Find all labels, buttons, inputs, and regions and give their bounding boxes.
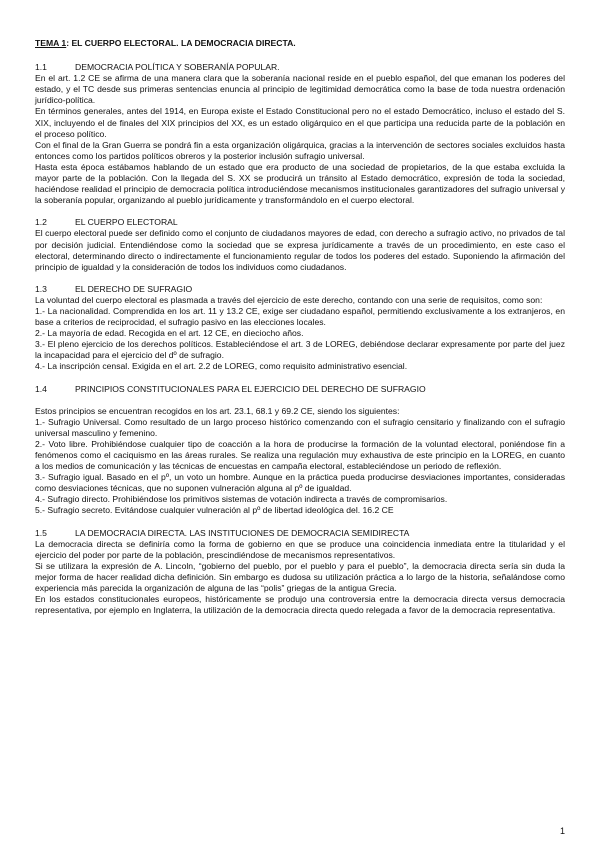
title-prefix: TEMA 1 (35, 38, 67, 48)
section (35, 62, 565, 206)
section-heading (35, 284, 565, 295)
section-heading-text: LA DEMOCRACIA DIRECTA. LAS INSTITUCIONES DE DEMOCRACIA SEMIDIRECTA (75, 527, 410, 538)
page-number: 1 (559, 826, 565, 836)
spacer (35, 395, 565, 406)
section-heading (35, 384, 565, 395)
paragraph: La voluntad del cuerpo electoral es plasmada a través del ejercicio de este derecho, contando con una serie de requisitos, como son: (35, 294, 543, 305)
paragraph: 3.- El pleno ejercicio de los derechos políticos. Estableciéndose el art. 3 de LOREG, debiéndose declarar expresamente por parte del juez la incapacidad para el ejercicio del dº de sufragio. (35, 339, 565, 361)
section-number: 1.1 (35, 62, 47, 73)
paragraph: El cuerpo electoral puede ser definido como el conjunto de ciudadanos mayores de edad, con derecho a sufragio activo, no privados de tal por decisión judicial. Entendiéndose como la sociedad que se expresa jurídicamente a través de un procedimiento, en este caso el electoral, determinando directo o indirectamente el funcionamiento regular de todos los poderes del estado. Suponiendo la afirmación del principio de igualdad y la consideración de todos los individuos como ciudadanos. (35, 228, 565, 272)
paragraph: La democracia directa se definiría como la forma de gobierno en que se produce una coincidencia inmediata entre la titularidad y el ejercicio del poder por parte de la población, prescindiéndose de mecanismos representativos. (35, 538, 565, 560)
paragraph: Con el final de la Gran Guerra se pondrá fin a esta organización oligárquica, gracias a la intervención de sectores sociales excluidos hasta entonces como los partidos políticos obreros y la posterior inclusión sufragio universal. (35, 139, 565, 161)
paragraph: Estos principios se encuentran recogidos en los art. 23.1, 68.1 y 69.2 CE, siendo los siguientes: (35, 405, 400, 416)
section-number: 1.3 (35, 283, 47, 294)
section-heading-text: PRINCIPIOS CONSTITUCIONALES PARA EL EJERCICIO DEL DERECHO DE SUFRAGIO (75, 383, 426, 394)
sections-container (35, 62, 565, 616)
section-heading-text: DEMOCRACIA POLÍTICA Y SOBERANÍA POPULAR. (75, 62, 280, 73)
section-heading-text: EL DERECHO DE SUFRAGIO (75, 283, 193, 294)
paragraph: 2.- La mayoría de edad. Recogida en el art. 12 CE, en dieciocho años. (35, 328, 304, 339)
section-heading (35, 528, 565, 539)
paragraph: 1.- La nacionalidad. Comprendida en los art. 11 y 13.2 CE, exige ser ciudadano español, permitiendo exclusivamente a los extranjeros, en base a criterios de reciprocidad, el sufragio pasivo en las elecciones locales. (35, 305, 565, 328)
section (35, 528, 565, 617)
paragraph: Hasta esta época estábamos hablando de un estado que era producto de una sociedad de propietarios, de la que estaba excluida la mayor parte de la población. Con la llegada del S. XX se producirá un tránsito al Estado democrático, expresión de toda la sociedad, haciéndose realidad el principio de democracia política introduciéndose mecanismos institucionales garantizadores del sufragio universal y la soberanía popular, organizando al pueblo jurídicamente y transformándolo en el cuerpo electoral. (35, 161, 565, 206)
paragraph: En términos generales, antes del 1914, en Europa existe el Estado Constitucional pero no el estado Democrático, incluso el estado del S. XIX, incluyendo el de finales del XIX principios del XX, es un estado oligárquico en el que participa una reducida parte de la población en el proceso político. (35, 106, 565, 139)
section-heading (35, 217, 565, 228)
title-rest: : EL CUERPO ELECTORAL. LA DEMOCRACIA DIRECTA. (66, 38, 296, 48)
paragraph: 2.- Voto libre. Prohibiéndose cualquier tipo de coacción a la hora de producirse la formación de la voluntad electoral, poniéndose fin a fenómenos como el caciquismo en las áreas rurales. Se realiza una regulación muy exhaustiva de este principio en la LOREG, en cuanto a los medios de comunicación y las técnicas de encuestas en campaña electoral, estableciéndose un periodo de reflexión. (35, 438, 565, 472)
paragraph: En el art. 1.2 CE se afirma de una manera clara que la soberanía nacional reside en el pueblo español, del que emanan los poderes del estado, y el TC desde sus primeras sentencias enuncia al principio de legitimidad democrática como la base de toda nuestra ordenación jurídico-política. (35, 73, 565, 106)
section-heading-text: EL CUERPO ELECTORAL (75, 217, 178, 228)
paragraph: 1.- Sufragio Universal. Como resultado de un largo proceso histórico comenzando con el sufragio censitario y finalizando con el sufragio universal masculino y femenino. (35, 416, 565, 438)
paragraph: 5.- Sufragio secreto. Evitándose cualquier vulneración al pº de libertad ideológica del. 16.2 CE (35, 505, 394, 516)
section-number: 1.2 (35, 217, 47, 228)
section (35, 284, 565, 373)
section (35, 384, 565, 517)
paragraph: 3.- Sufragio igual. Basado en el pº, un voto un hombre. Aunque en la práctica pueda producirse desviaciones importantes, consideradas como desviaciones técnicas, que no suponen vulneración alguna al pº de igualdad. (35, 472, 565, 494)
paragraph: 4.- La inscripción censal. Exigida en el art. 2.2 de LOREG, como requisito administrativo esencial. (35, 361, 408, 372)
section (35, 217, 565, 272)
section-number: 1.5 (35, 527, 47, 538)
document-title (35, 38, 565, 49)
section-number: 1.4 (35, 383, 47, 394)
paragraph: 4.- Sufragio directo. Prohibiéndose los primitivos sistemas de votación indirecta a través de compromisarios. (35, 494, 448, 505)
section-heading (35, 62, 565, 73)
paragraph: Si se utilizara la expresión de A. Lincoln, “gobierno del pueblo, por el pueblo y para el pueblo”, la democracia directa sería sin duda la mejor forma de hacer realidad dicha definición. Sin embargo es dudosa su utilización práctica a lo largo de la historia, señalándose como experiencia más parecida la organización de alguna de las “polis” griegas de la antigua Grecia. (35, 560, 565, 594)
paragraph: En los estados constitucionales europeos, históricamente se produjo una controversia entre la democracia directa versus democracia representativa, por ejemplo en Inglaterra, la utilización de la democracia directa quedo relegada a favor de la democracia representativa. (35, 594, 565, 616)
document-page (35, 38, 565, 616)
